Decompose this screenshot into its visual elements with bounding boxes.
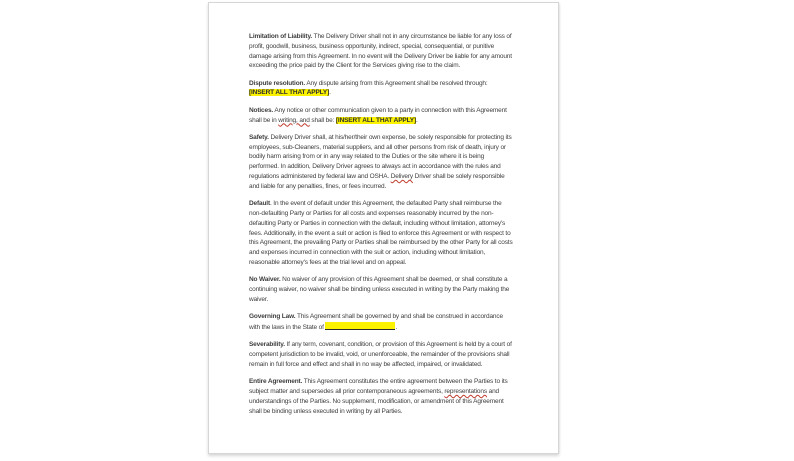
- text-run: Driver shall be solely responsible and liable for any penalties, fines, or fees incurred.: [249, 173, 507, 190]
- text-run: Any notice or other communication given to a party in connection with this Agreement shall be in: [249, 106, 509, 124]
- text-run: The Delivery Driver shall not in any circumstance be liable for any loss of profit, goodwill, business, business opportunity, indirect, special, consequential, or punitive damage arising from this Agreement. In no event will the Delivery Driver be liable for any amount exceeding the price paid by the Client for the Services giving rise to the claim.: [249, 33, 514, 70]
- spellcheck-flagged-text: writing, and: [278, 116, 310, 124]
- spellcheck-flagged-text: representations: [444, 387, 487, 395]
- paragraph: [249, 199, 514, 268]
- spellcheck-flagged-text: Delivery: [390, 173, 413, 181]
- section-heading: Safety.: [249, 133, 269, 141]
- section-heading: Dispute resolution.: [249, 79, 306, 87]
- text-run: .: [395, 323, 398, 331]
- insert-placeholder-highlight[interactable]: [INSERT ALL THAT APPLY]: [335, 116, 416, 124]
- section-heading: Entire Agreement.: [249, 378, 303, 386]
- paragraph: [249, 133, 514, 192]
- section-heading: Severability.: [249, 341, 285, 349]
- section-heading: Default: [249, 200, 270, 208]
- text-run: This Agreement constitutes the entire agreement between the Parties to its subject matter and supersedes all prior contemporaneous agreements,: [249, 378, 510, 395]
- section-heading: Limitation of Liability.: [249, 33, 313, 40]
- text-run: Any dispute arising from this Agreement shall be resolved through:: [305, 79, 490, 87]
- insert-placeholder-highlight[interactable]: [INSERT ALL THAT APPLY]: [249, 89, 330, 97]
- text-run: .: [416, 116, 418, 124]
- document-content: [249, 32, 514, 424]
- section-heading: Notices.: [249, 106, 274, 114]
- paragraph: [249, 106, 514, 126]
- text-run: . In the event of default under this Agreement, the defaulted Party shall reimburse the non-defaulting Party or Parties for all costs and expenses reasonably incurred by the non-defaulting Party or Parties in connection with the default, including without limitation, attorney's fees. Additionally, in the event a suit or action is filed to enforce this Agreement or with respect to this Agreement, the prevailing Party or Parties shall be reimbursed by the other Party for all costs and expenses incurred in connection with the suit or action, including without limitation, reasonable attorney's fees at the trial level and on appeal.: [249, 200, 515, 266]
- text-run: No waiver of any provision of this Agreement shall be deemed, or shall constitute a continuing waiver, no waiver shall be binding unless executed in writing by the Party making the waiver.: [249, 276, 511, 303]
- document-page[interactable]: [208, 2, 559, 454]
- paragraph: [249, 340, 514, 369]
- fill-in-blank-highlight[interactable]: [325, 322, 398, 331]
- text-run: and understandings of the Parties. No supplement, modification, or amendment of this Agreement shall be binding unless executed in writing by all Parties.: [249, 387, 506, 415]
- paragraph: [249, 377, 514, 416]
- paragraph: [249, 275, 514, 304]
- section-heading: Governing Law.: [249, 313, 296, 321]
- text-run: This Agreement shall be governed by and shall be construed in accordance with the laws in the State of: [249, 313, 505, 331]
- text-run: .: [329, 89, 331, 97]
- section-heading: No Waiver.: [249, 276, 281, 284]
- paragraph: [249, 79, 514, 99]
- paragraph: [249, 312, 514, 333]
- text-run: Delivery Driver shall, at his/her/their own expense, be solely responsible for protecting its employees, sub-Cleaners, material suppliers, and all other persons from risk of death, injury or bodily harm arising from or in any way related to the Duties or the site where it is being performed. In addition, Delivery Driver agrees to always act in accordance with the rules and regulations administered by federal law and OSHA.: [249, 133, 514, 181]
- text-run: If any term, covenant, condition, or provision of this Agreement is held by a court of competent jurisdiction to be invalid, void, or unenforceable, the remainder of the provisions shall remain in full force and effect and shall in no way be affected, impaired, or invalidated.: [249, 341, 514, 368]
- paragraph: [249, 32, 514, 71]
- text-run: shall be:: [309, 116, 336, 124]
